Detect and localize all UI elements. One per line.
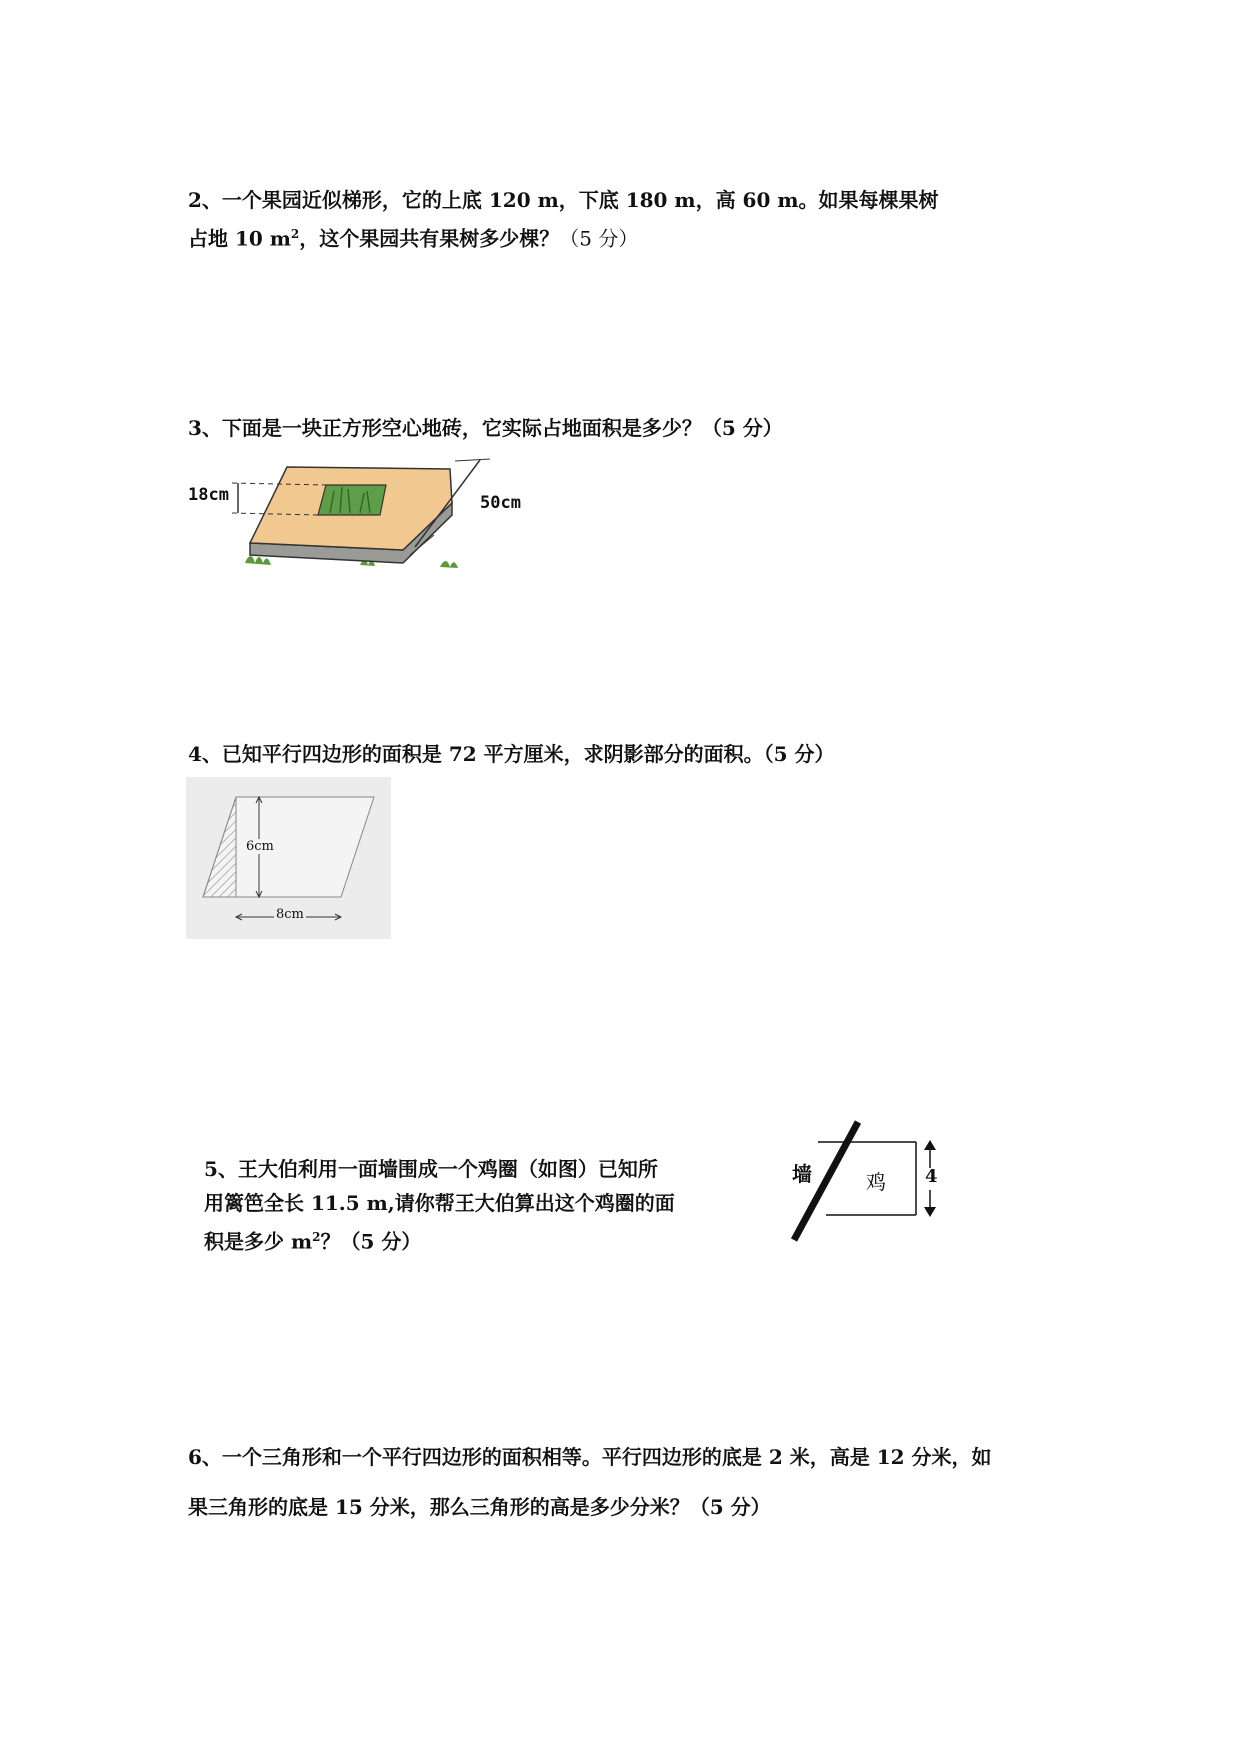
superscript-2: 2 bbox=[312, 1230, 321, 1244]
question-5-line-1: 5、王大伯利用一面墙围成一个鸡圈（如图）已知所 bbox=[204, 1157, 658, 1181]
question-5-line-3 bbox=[204, 1220, 724, 1259]
label-50cm: 50cm bbox=[480, 493, 521, 513]
dim-line-outer-top bbox=[455, 459, 490, 461]
question-2-line-2-rest: ，这个果园共有果树多少棵？ bbox=[299, 226, 560, 251]
label-chicken: 鸡 bbox=[866, 1170, 886, 1194]
question-5-line-3-rest: ？（5 分） bbox=[320, 1229, 422, 1254]
question-3 bbox=[188, 411, 1068, 445]
question-5-line-3-text: 积是多少 m bbox=[204, 1229, 313, 1254]
label-6cm: 6cm bbox=[246, 839, 274, 854]
dim-arrow-down bbox=[924, 1207, 936, 1217]
hollow-center bbox=[318, 485, 386, 515]
label-8cm: 8cm bbox=[276, 907, 304, 922]
question-2-line-2 bbox=[188, 217, 1068, 256]
grass-tuft-right bbox=[440, 561, 458, 568]
question-2 bbox=[188, 183, 1068, 256]
question-2-line-2-text: 占地 10 m bbox=[188, 226, 291, 251]
question-5-line-2: 用篱笆全长 11.5 m,请你帮王大伯算出这个鸡圈的面 bbox=[204, 1191, 675, 1215]
question-2-score: （5 分） bbox=[559, 226, 639, 251]
question-4 bbox=[188, 737, 1068, 771]
chicken-pen-figure bbox=[780, 1120, 960, 1250]
question-6-line-1: 6、一个三角形和一个平行四边形的面积相等。平行四边形的底是 2 米，高是 12 分米，如 bbox=[188, 1445, 992, 1469]
question-5 bbox=[204, 1152, 724, 1259]
question-3-text: 3、下面是一块正方形空心地砖，它实际占地面积是多少？（5 分） bbox=[188, 416, 783, 440]
hollow-tile-illustration bbox=[190, 455, 570, 575]
superscript-2: 2 bbox=[290, 227, 300, 241]
dim-arrow-up bbox=[924, 1140, 936, 1150]
grass-tuft-left bbox=[245, 556, 271, 565]
label-side-4: 4 bbox=[925, 1166, 938, 1187]
question-6-line-2: 果三角形的底是 15 分米，那么三角形的高是多少分米？（5 分） bbox=[188, 1495, 771, 1519]
label-18cm: 18cm bbox=[188, 485, 229, 505]
hollow-tile-figure bbox=[190, 455, 570, 575]
question-4-text: 4、已知平行四边形的面积是 72 平方厘米，求阴影部分的面积。（5 分） bbox=[188, 742, 835, 766]
question-2-line-1: 2、一个果园近似梯形，它的上底 120 m，下底 180 m，高 60 m。如果每棵果树 bbox=[188, 188, 939, 212]
question-6 bbox=[188, 1432, 1068, 1532]
label-wall: 墙 bbox=[792, 1162, 812, 1186]
parallelogram-figure bbox=[186, 777, 391, 939]
shaded-triangle bbox=[203, 797, 236, 897]
